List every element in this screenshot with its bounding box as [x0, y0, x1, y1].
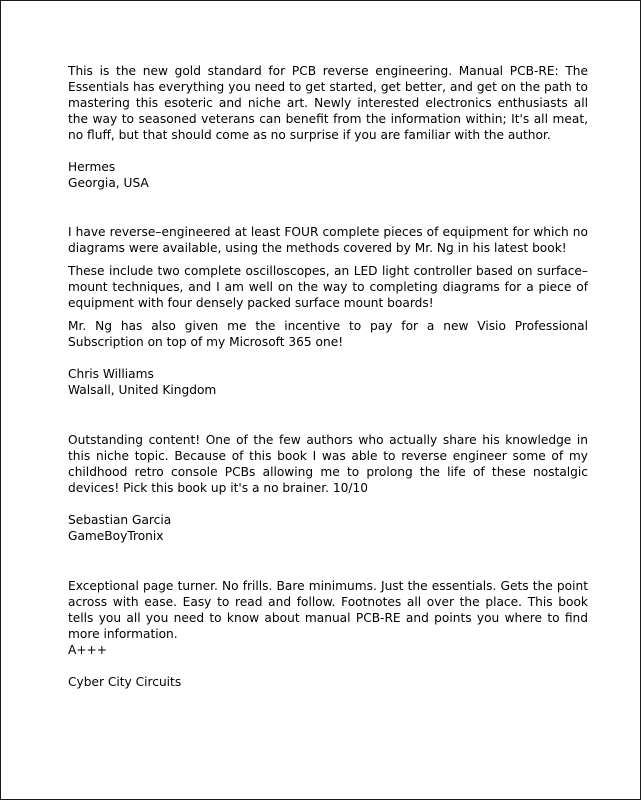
testimonial-hermes: [68, 63, 588, 191]
author-name: Cyber City Circuits: [68, 675, 182, 689]
testimonial-signature: [68, 366, 588, 398]
testimonial-sebastian-garcia: [68, 432, 588, 544]
testimonial-signature: [68, 674, 588, 690]
testimonial-text: This is the new gold standard for PCB reverse engineering. Manual PCB-RE: The Essentials has everything you need to get started, get better, and get on the path to mastering this esoteric and niche art. Newly interested electronics enthusiasts all the way to seasoned veterans can benefit from the information within; It's all meat, no fluff, but that should come as no surprise if you are familiar with the author.: [68, 64, 588, 142]
testimonials-list: [68, 63, 588, 690]
testimonial-text: Outstanding content! One of the few authors who actually share his knowledge in this niche topic. Because of this book I was able to reverse engineer some of my childhood retro console PCBs allowing me to prolong the life of these nostalgic devices! Pick this book up it's a no brainer. 10/10: [68, 433, 588, 495]
author-name: Sebastian Garcia: [68, 513, 172, 527]
testimonial-rating: A+++: [68, 643, 107, 657]
author-location: Walsall, United Kingdom: [68, 383, 217, 397]
testimonial-text: I have reverse–engineered at least FOUR complete pieces of equipment for which no diagrams were available, using the methods covered by Mr. Ng in his latest book!: [68, 225, 588, 255]
author-location: Georgia, USA: [68, 176, 149, 190]
author-name: Hermes: [68, 160, 116, 174]
testimonial-signature: [68, 159, 588, 191]
testimonial-text: Mr. Ng has also given me the incentive to pay for a new Visio Professional Subscription on top of my Microsoft 365 one!: [68, 319, 588, 349]
testimonial-text: These include two complete oscilloscopes, an LED light controller based on surface–mount techniques, and I am well on the way to completing diagrams for a piece of equipment with four densely packed surface mount boards!: [68, 264, 588, 310]
author-name: Chris Williams: [68, 367, 154, 381]
testimonial-signature: [68, 512, 588, 544]
testimonial-cyber-city-circuits: [68, 578, 588, 690]
testimonial-text: Exceptional page turner. No frills. Bare minimums. Just the essentials. Gets the point across with ease. Easy to read and follow. Footnotes all over the place. This book tells you all you need to know about manual PCB-RE and points you where to find more information.: [68, 579, 588, 641]
testimonial-chris-williams: [68, 224, 588, 398]
author-location: GameBoyTronix: [68, 529, 164, 543]
